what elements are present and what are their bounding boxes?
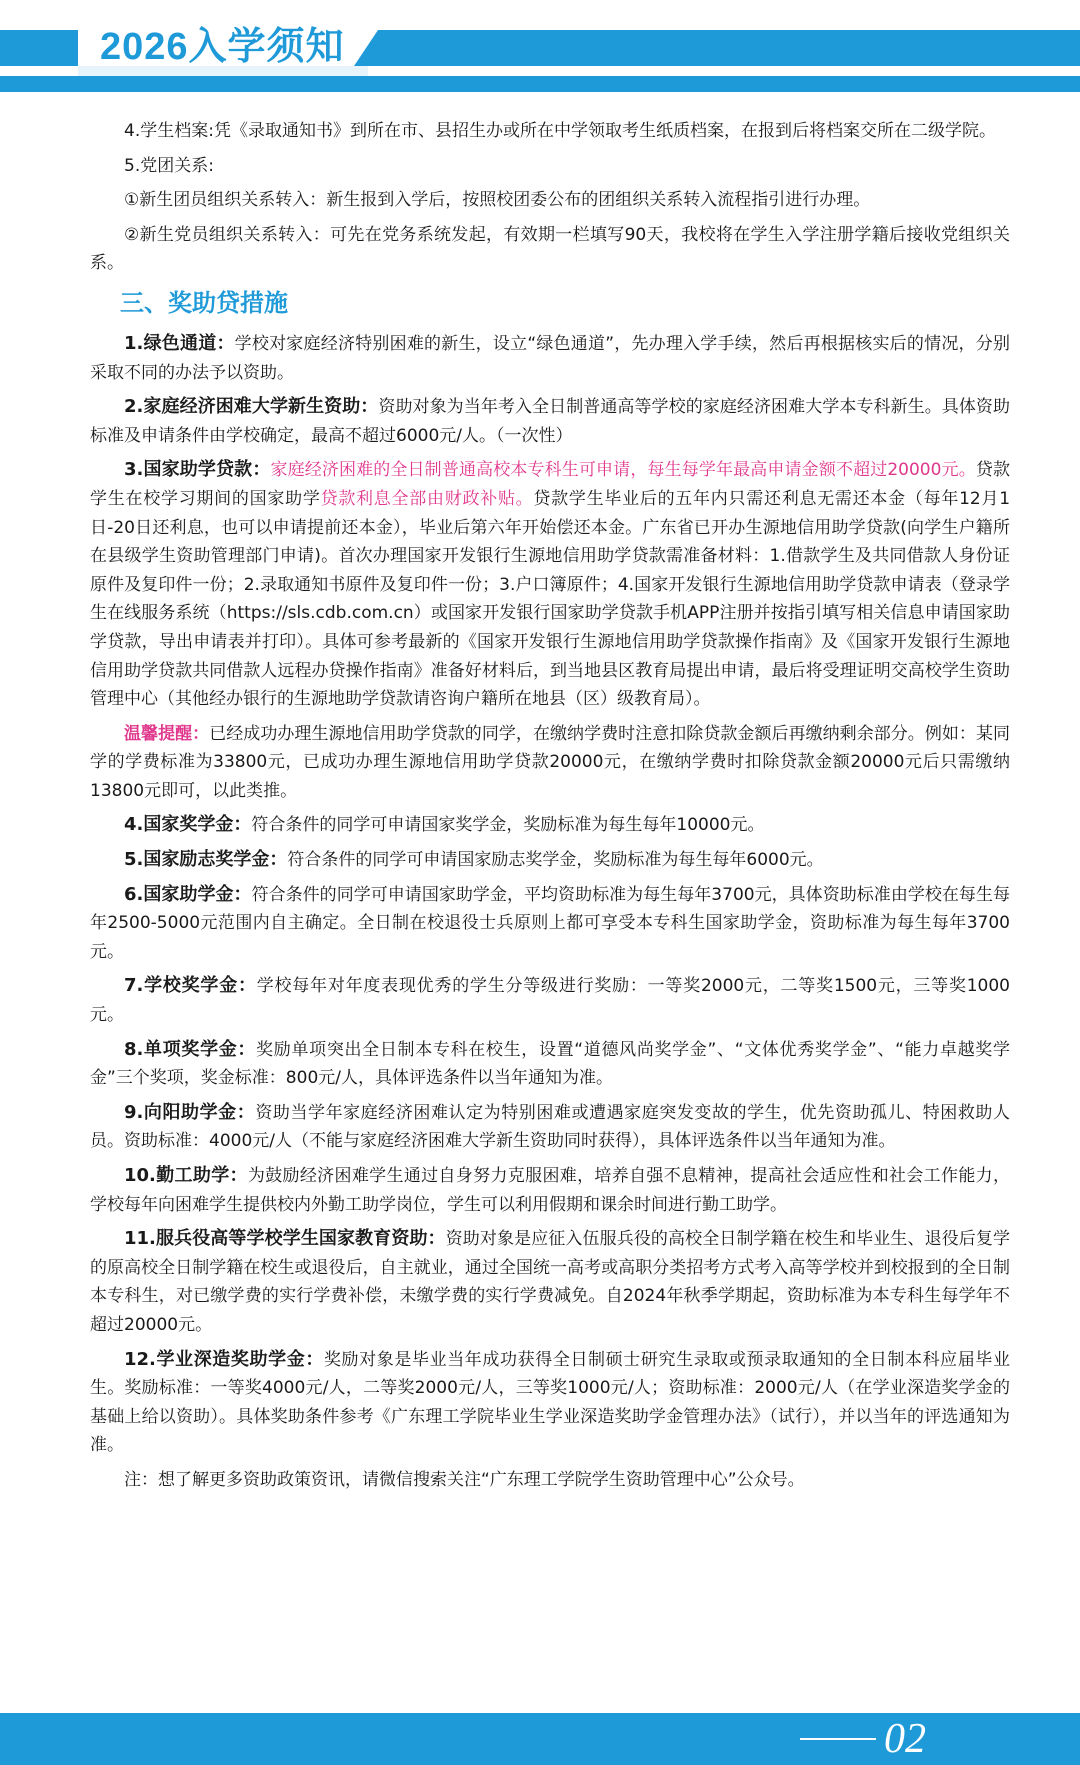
item-text: 资助对象为当年考入全日制普通高等学校的家庭经济困难大学本专科新生。具体资助标准及申请条件由学校确定，最高不超过6000元/人。（一次性） — [90, 397, 1010, 446]
item-text: 符合条件的同学可申请国家励志奖学金，奖励标准为每生每年6000元。 — [287, 850, 824, 871]
item-lead: 11.服兵役高等学校学生国家教育资助： — [124, 1228, 446, 1250]
item-military-aid — [90, 1225, 1010, 1339]
item-national-loan — [90, 456, 1010, 713]
item-national-scholarship — [90, 811, 1010, 840]
item-encouragement-scholarship — [90, 846, 1010, 875]
item-text: 贷款学生在校学习期间的国家助学 — [90, 460, 1010, 509]
intro-archive: 4.学生档案:凭《录取通知书》到所在市、县招生办或所在中学领取考生纸质档案，在报到后将档案交所在二级学院。 — [124, 121, 996, 141]
item-lead: 3.国家助学贷款： — [124, 459, 271, 481]
item-lead: 1.绿色通道： — [124, 332, 235, 354]
intro-party-transfer: ②新生党员组织关系转入：可先在党务系统发起，有效期一栏填写90天，我校将在学生入学注册学籍后接收党组织关系。 — [90, 224, 1010, 274]
item-lead: 9.向阳助学金： — [124, 1101, 256, 1123]
item-text: 符合条件的同学可申请国家奖学金，奖励标准为每生每年10000元。 — [251, 815, 765, 836]
item-school-scholarship — [90, 972, 1010, 1029]
item-lead: 7.学校奖学金： — [124, 975, 257, 997]
item-national-grant — [90, 881, 1010, 967]
item-text: 贷款学生毕业后的五年内只需还利息无需还本金（每年12月1日-20日还利息，也可以申请提前还本金），毕业后第六年开始偿还本金。广东省已开办生源地信用助学贷款(向学生户籍所在县级学生资助管理部门申请)。首次办理国家开发银行生源地信用助学贷款需准备材料：1.借款学生及共同借款人身份证原件及复印件一份；2.录取通知书原件及复印件一份；3.户口簿原件；4.国家开发银行生源地信用助学贷款申请表（登录学生在线服务系统（https://sls.cdb.com.cn）或国家开发银行国家助学贷款手机APP注册并按指引填写相关信息申请国家助学贷款，导出申请表并打印）。具体可参考最新的《国家开发银行生源地信用助学贷款操作指南》及《国家开发银行生源地信用助学贷款共同借款人远程办贷操作指南》准备好材料后，到当地县区教育局提出申请，最后将受理证明交高校学生资助管理中心（其他经办银行的生源地助学贷款请咨询户籍所在地县（区）级教育局）。 — [90, 488, 1011, 710]
item-text: 学校对家庭经济特别困难的新生，设立“绿色通道”，先办理入学手续，然后再根据核实后的情况，分别采取不同的办法予以资助。 — [90, 333, 1010, 383]
intro-league-transfer: ①新生团员组织关系转入：新生报到入学后，按照校团委公布的团组织关系转入流程指引进行办理。 — [124, 190, 871, 211]
item-work-study — [90, 1162, 1010, 1219]
intro-party-heading: 5.党团关系: — [124, 155, 214, 176]
item-text: 符合条件的同学可申请国家助学金，平均资助标准为每生每年3700元，具体资助标准由学校在每生每年2500-5000元范围内自主确定。全日制在校退役士兵原则上都可享受本专科生国家助学金，资助标准为每生每年3700元。 — [90, 884, 1010, 962]
item-lead: 8.单项奖学金： — [124, 1038, 257, 1060]
tip-lead: 温馨提醒： — [124, 723, 210, 744]
footer-divider — [800, 1738, 876, 1740]
header-stripe — [0, 76, 1080, 92]
item-further-study-award — [90, 1346, 1010, 1460]
item-green-channel — [90, 330, 1010, 387]
item-text: 为鼓励经济困难学生通过自身努力克服困难，培养自强不息精神，提高社会适应性和社会工作能力，学校每年向困难学生提供校内外勤工助学岗位，学生可以利用假期和课余时间进行勤工助学。 — [90, 1166, 1010, 1215]
item-text: 奖励对象是毕业当年成功获得全日制硕士研究生录取或预录取通知的全日制本科应届毕业生。奖励标准：一等奖4000元/人，二等奖2000元/人，三等奖1000元/人；资助标准：2000元/人（在学业深造奖学金的基础上给以资助）。具体奖助条件参考《广东理工学院毕业生学业深造奖助学金管理办法》（试行），并以当年的评选通知为准。 — [90, 1349, 1010, 1456]
page-title: 2026入学须知 — [100, 26, 345, 68]
item-text: 资助对象是应征入伍服兵役的高校全日制学籍在校生和毕业生、退役后复学的原高校全日制学籍在校生或退役后，自主就业，通过全国统一高考或高职分类招考方式考入高等学校并到校报到的全日制本专科生，对已缴学费的实行学费补偿，未缴学费的实行学费减免。自2024年秋季学期起，资助标准为本专科生每学年不超过20000元。 — [90, 1229, 1011, 1335]
item-lead: 5.国家励志奖学金： — [124, 849, 288, 871]
item-lead: 2.家庭经济困难大学新生资助： — [124, 396, 379, 418]
highlight-text: 家庭经济困难的全日制普通高校本专科生可申请，每生每学年最高申请金额不超过20000元。 — [270, 460, 976, 481]
item-text: 资助当学年家庭经济困难认定为特别困难或遭遇家庭突发变故的学生，优先资助孤儿、特困救助人员。资助标准：4000元/人（不能与家庭经济困难大学新生资助同时获得），具体评选条件以当年通知为准。 — [90, 1102, 1010, 1152]
highlight-text: 贷款利息全部由财政补贴。 — [320, 488, 534, 509]
item-text: 奖励单项突出全日制本专科在校生，设置“道德风尚奖学金”、“文体优秀奖学金”、“能力卓越奖学金”三个奖项，奖金标准：800元/人，具体评选条件以当年通知为准。 — [90, 1039, 1010, 1089]
item-lead: 4.国家奖学金： — [124, 814, 252, 836]
page-number: 02 — [884, 1716, 926, 1762]
section-title: 三、奖助贷措施 — [120, 288, 288, 317]
page-header — [0, 0, 1080, 96]
page-footer — [0, 1713, 1080, 1765]
item-text: 已经成功办理生源地信用助学贷款的同学，在缴纳学费时注意扣除贷款金额后再缴纳剩余部分。例如：某同学的学费标准为33800元，已成功办理生源地信用助学贷款20000元，在缴纳学费时扣除贷款金额20000元后只需缴纳13800元即可，以此类推。 — [90, 723, 1011, 801]
page-content — [90, 117, 1010, 1501]
footnote: 注：想了解更多资助政策资讯，请微信搜索关注“广东理工学院学生资助管理中心”公众号。 — [124, 1469, 805, 1490]
item-lead: 6.国家助学金： — [124, 883, 252, 905]
item-tip — [90, 720, 1010, 806]
item-lead: 10.勤工助学： — [124, 1165, 248, 1186]
item-text: 学校每年对年度表现优秀的学生分等级进行奖励：一等奖2000元，二等奖1500元，三等奖1000元。 — [90, 976, 1010, 1026]
item-single-scholarship — [90, 1036, 1010, 1093]
item-xiangyang-grant — [90, 1099, 1010, 1156]
item-freshman-aid — [90, 393, 1010, 450]
item-lead: 12.学业深造奖助学金： — [124, 1348, 324, 1370]
